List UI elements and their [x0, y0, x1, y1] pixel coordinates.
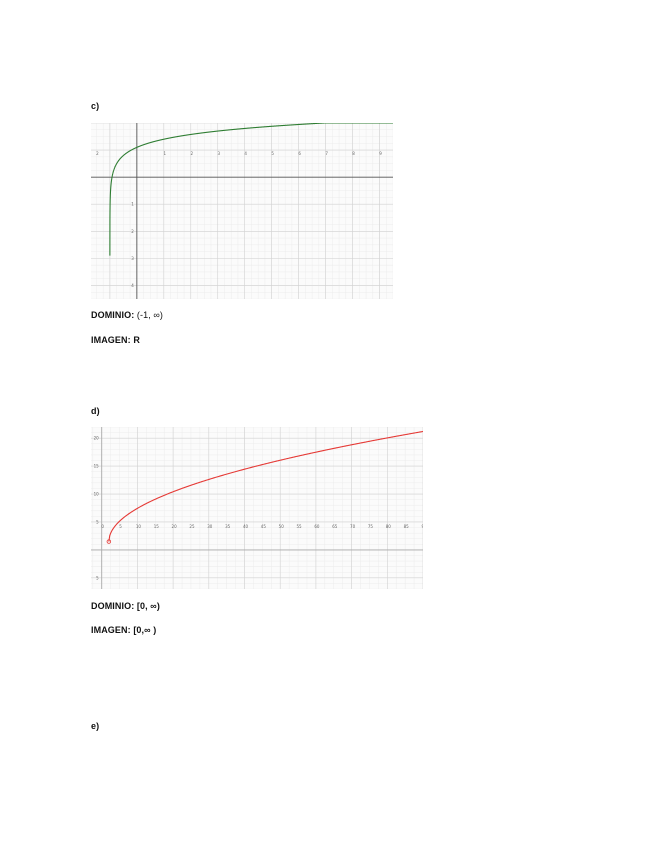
x-tick-label: 60 [314, 523, 320, 529]
section-d-label: d) [91, 406, 100, 416]
y-tick-label: 2 [131, 228, 134, 234]
range-c-value: R [133, 335, 140, 345]
x-tick-label: 55 [296, 523, 302, 529]
y-tick-label: 15 [93, 463, 99, 469]
range-c [91, 335, 140, 345]
x-tick-label: 15 [153, 523, 159, 529]
x-tick-label: 10 [135, 523, 141, 529]
x-tick-label: 45 [260, 523, 266, 529]
y-tick-label: 3 [131, 255, 134, 261]
range-d-label: IMAGEN: [91, 625, 131, 635]
domain-c-value: (-1, ∞) [136, 310, 164, 320]
x-tick-label: 25 [189, 523, 195, 529]
x-tick-label: 8 [352, 151, 355, 157]
x-tick-label: 85 [403, 523, 409, 529]
y-tick-label: 1 [131, 201, 134, 207]
x-tick-label [421, 524, 423, 529]
x-tick-label: 30 [207, 523, 213, 529]
y-tick-label: 20 [93, 435, 99, 441]
y-tick-label: 10 [93, 491, 99, 497]
x-tick-label: 5 [271, 151, 274, 157]
x-tick-label: 70 [350, 523, 356, 529]
domain-d [91, 601, 160, 611]
x-tick-label: 50 [278, 523, 284, 529]
x-tick-label: 80 [385, 523, 391, 529]
x-tick-label: 35 [225, 523, 231, 529]
range-c-label: IMAGEN: [91, 335, 131, 345]
x-tick-label: 40 [242, 523, 249, 529]
y-tick-label: 5 [96, 519, 99, 525]
x-tick-label: 5 [119, 523, 122, 529]
x-tick-label: 65 [332, 523, 338, 529]
x-tick-label: 0 [101, 523, 104, 529]
range-d-value: [0,∞ ) [133, 625, 157, 635]
domain-d-label: DOMINIO: [91, 601, 135, 611]
graph-c-plot [91, 123, 393, 299]
domain-c [91, 310, 163, 320]
x-tick-label: 9 [379, 151, 382, 157]
domain-c-label: DOMINIO: [91, 310, 135, 320]
section-c-label: c) [91, 101, 100, 111]
graph-c [91, 123, 393, 299]
domain-d-value: [0, ∞) [136, 601, 160, 611]
range-d [91, 625, 156, 635]
section-e-label: e) [91, 721, 100, 731]
graph-d-plot [91, 427, 423, 589]
y-tick-label: 4 [131, 282, 134, 288]
x-tick-label: 2 [190, 151, 194, 157]
y-tick-label: 5 [96, 575, 99, 581]
x-tick-label: 1 [163, 151, 167, 157]
x-tick-label: 6 [298, 151, 301, 157]
x-tick-label: 20 [171, 523, 177, 529]
x-tick-label: 75 [367, 523, 373, 529]
x-tick-label: 3 [217, 151, 221, 157]
x-tick-label: 7 [325, 151, 328, 157]
graph-d [91, 427, 423, 589]
x-tick-label: 2 [96, 151, 99, 157]
x-tick-label: 4 [244, 151, 247, 157]
